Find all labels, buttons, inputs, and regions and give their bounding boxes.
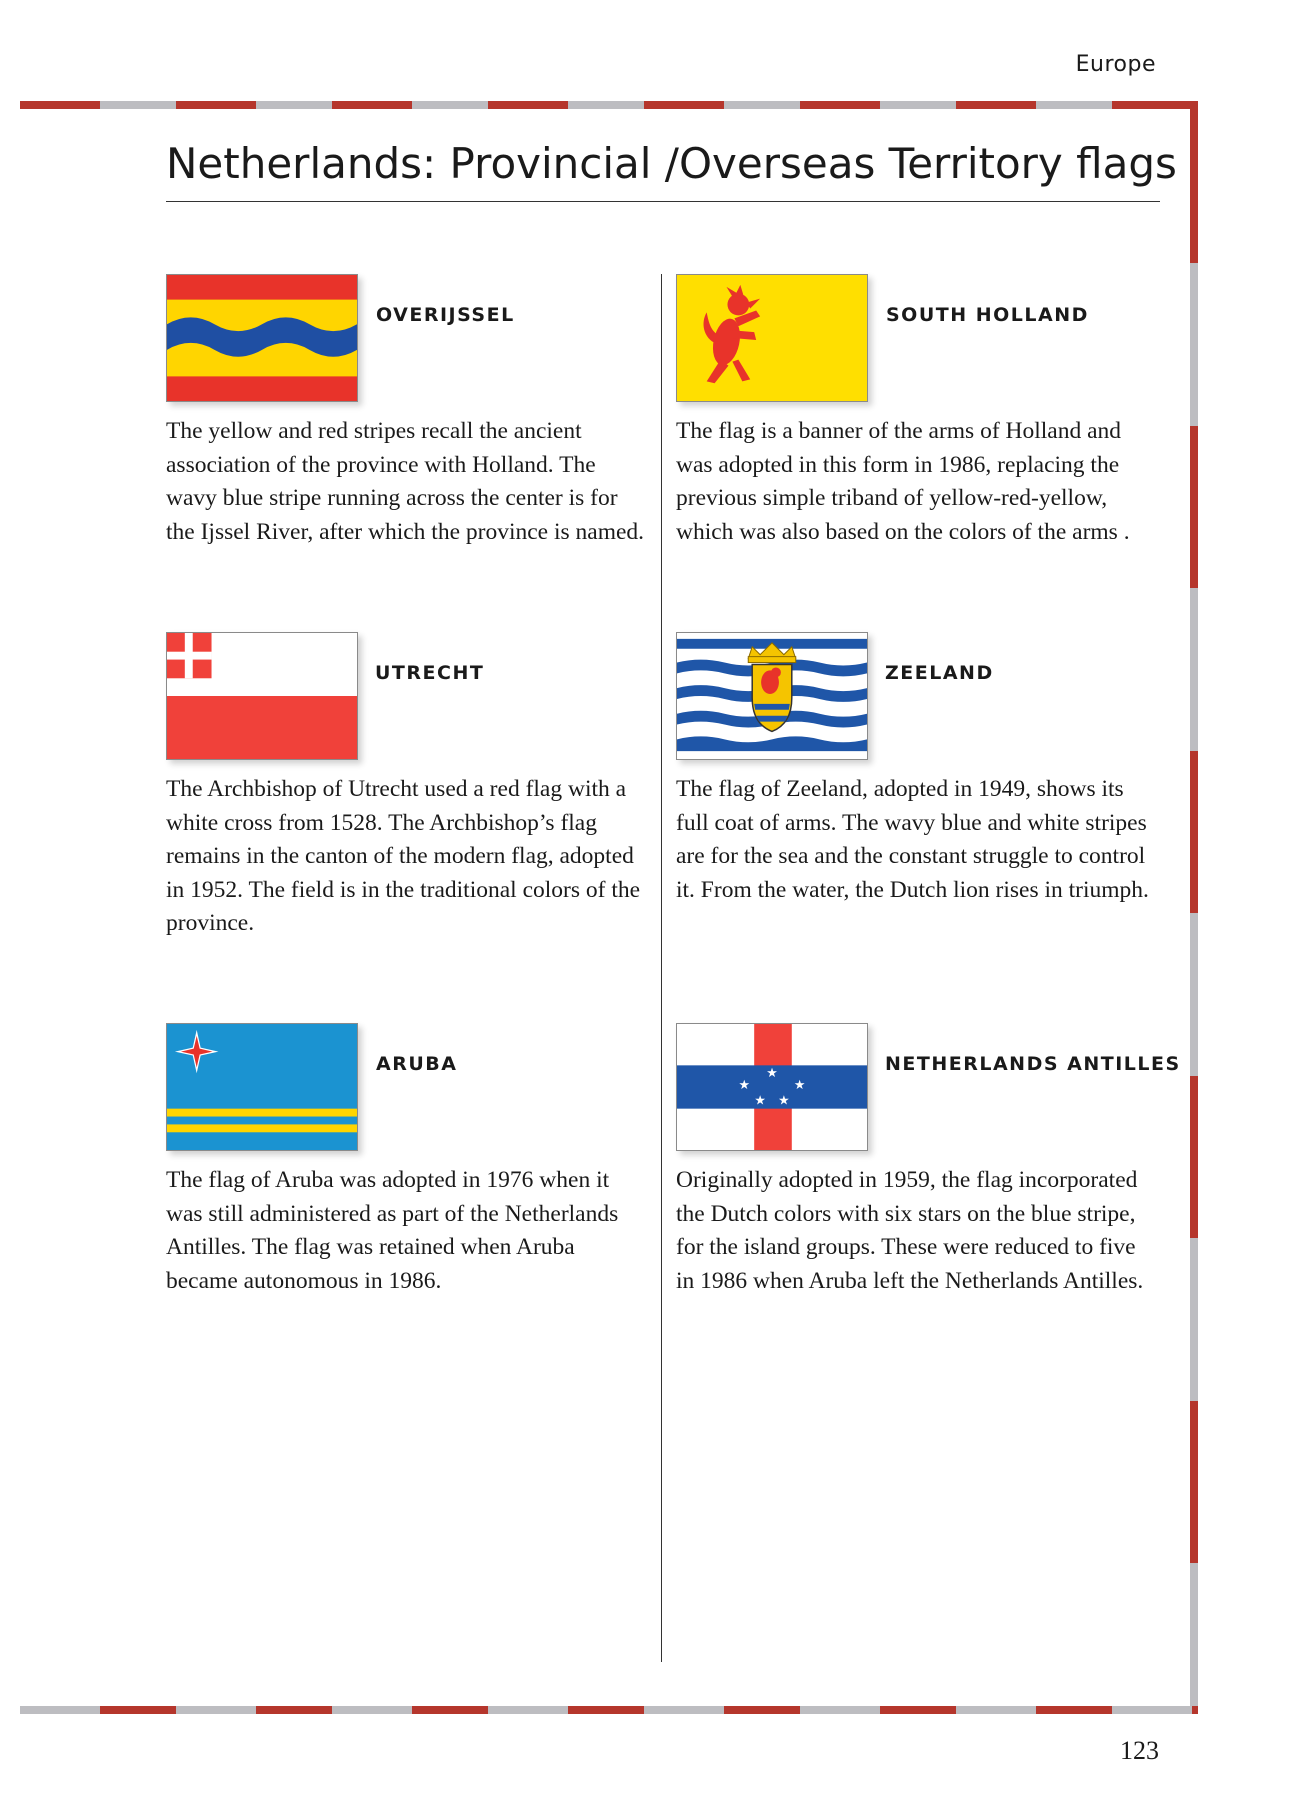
flag-description: The Archbishop of Utrecht used a red flag with a white cross from 1528. The Archbishop’s flag remains in the canton of the modern flag, adopted in 1952. The field is in the traditional colors of the province. bbox=[166, 776, 641, 936]
top-dashed-border bbox=[20, 101, 1198, 109]
svg-text:★: ★ bbox=[738, 1077, 751, 1093]
flag-description: The flag is a banner of the arms of Holland and was adopted in this form in 1986, replacing the previous simple triband of yellow-red-yellow, which was also based on the colors of the arms . bbox=[676, 418, 1130, 545]
flag-name: UTRECHT bbox=[375, 662, 485, 684]
flag-description: Originally adopted in 1959, the flag incorporated the Dutch colors with six stars on the blue stripe, for the island groups. These were reduced to five in 1986 when Aruba left the Netherlands Antilles. bbox=[676, 1167, 1144, 1294]
page-title: Netherlands: Provincial /Overseas Territory flags bbox=[166, 139, 1177, 188]
south-holland-flag bbox=[676, 274, 868, 402]
svg-text:★: ★ bbox=[793, 1077, 806, 1093]
svg-text:★: ★ bbox=[754, 1093, 766, 1109]
flag-name: OVERIJSSEL bbox=[376, 304, 515, 326]
flag-name: SOUTH HOLLAND bbox=[886, 304, 1089, 326]
right-dashed-border bbox=[1190, 101, 1198, 1714]
page-number: 123 bbox=[1120, 1736, 1159, 1765]
flag-description: The yellow and red stripes recall the ancient association of the province with Holland. The wavy blue stripe running across the center is for the Ijssel River, after which the province is named. bbox=[166, 418, 645, 545]
aruba-flag bbox=[166, 1023, 358, 1151]
column-divider bbox=[661, 274, 662, 1662]
flag-name: ARUBA bbox=[376, 1053, 458, 1075]
section-label: Europe bbox=[1075, 52, 1156, 77]
flag-name: NETHERLANDS ANTILLES bbox=[885, 1053, 1181, 1075]
zeeland-flag bbox=[676, 632, 868, 760]
svg-text:★: ★ bbox=[778, 1093, 790, 1109]
flag-description: The flag of Zeeland, adopted in 1949, shows its full coat of arms. The wavy blue and white stripes are for the sea and the constant struggle to control it. From the water, the Dutch lion rises in triumph. bbox=[676, 776, 1149, 903]
flag-description: The flag of Aruba was adopted in 1976 when it was still administered as part of the Netherlands Antilles. The flag was retained when Aruba became autonomous in 1986. bbox=[166, 1167, 619, 1294]
title-rule bbox=[166, 201, 1160, 202]
utrecht-flag bbox=[166, 632, 358, 760]
svg-text:★: ★ bbox=[766, 1066, 778, 1082]
bottom-dashed-border bbox=[20, 1706, 1198, 1714]
overijssel-flag bbox=[166, 274, 358, 402]
flag-name: ZEELAND bbox=[885, 662, 994, 684]
netherlands-antilles-flag bbox=[676, 1023, 868, 1151]
